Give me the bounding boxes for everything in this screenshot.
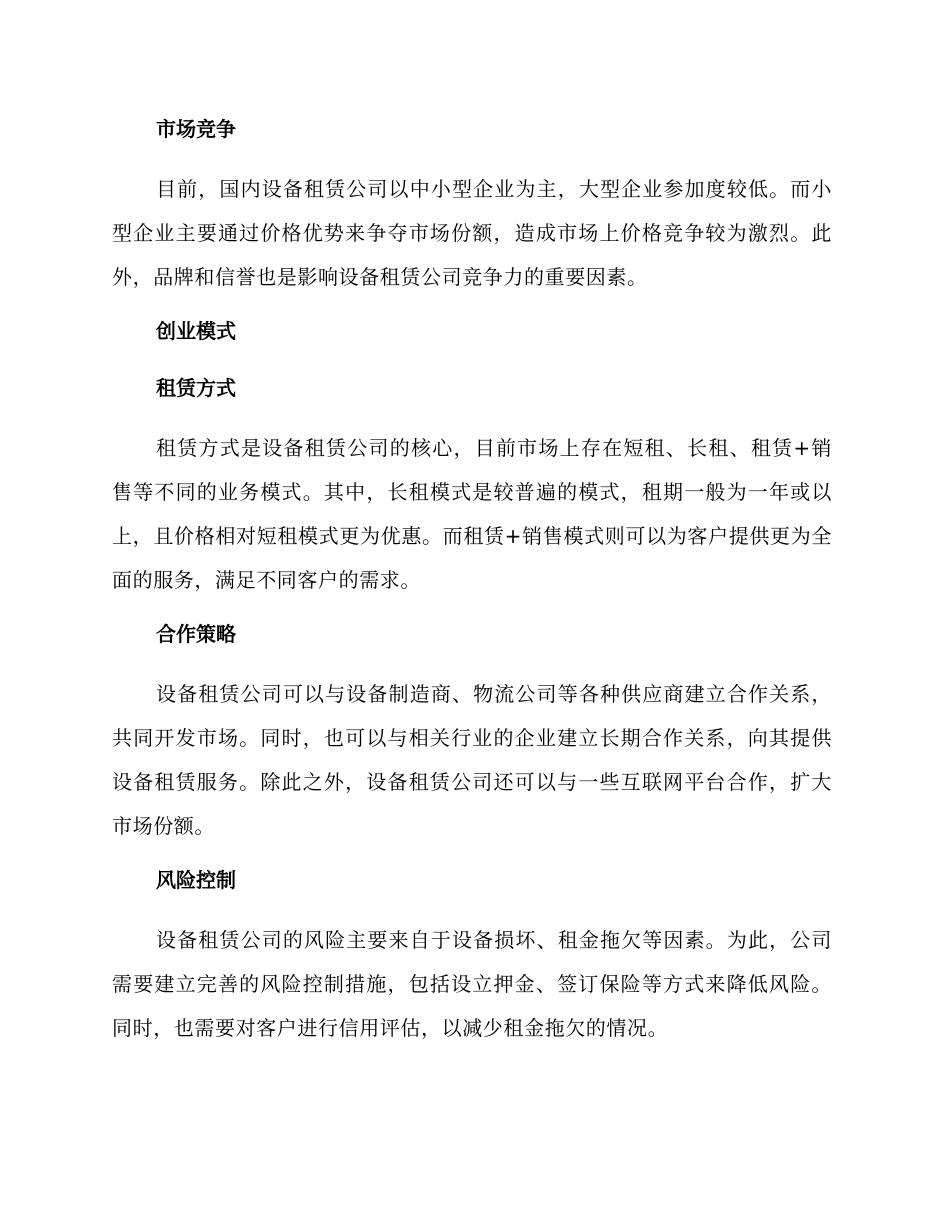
paragraph-cooperation-strategy: 设备租赁公司可以与设备制造商、物流公司等各种供应商建立合作关系，共同开发市场。同时，也可以与相关行业的企业建立长期合作关系，向其提供设备租赁服务。除此之外，设备租赁公司还可以与一些互联网平台合作，扩大市场份额。: [112, 682, 832, 838]
document-page: [112, 110, 832, 1050]
paragraph-leasing-method: 租赁方式是设备租赁公司的核心，目前市场上存在短租、长租、租赁+销售等不同的业务模式。其中，长租模式是较普遍的模式，租期一般为一年或以上，且价格相对短租模式更为优惠。而租赁+销售模式则可以为客户提供更为全面的服务，满足不同客户的需求。: [112, 436, 832, 592]
section-heading-leasing-method: 租赁方式: [156, 376, 236, 400]
section-heading-market-competition: 市场竞争: [156, 117, 236, 141]
paragraph-market-competition: 目前，国内设备租赁公司以中小型企业为主，大型企业参加度较低。而小型企业主要通过价格优势来争夺市场份额，造成市场上价格竞争较为激烈。此外，品牌和信誉也是影响设备租赁公司竞争力的重要因素。: [112, 177, 832, 289]
section-heading-cooperation-strategy: 合作策略: [156, 622, 236, 646]
section-heading-risk-control: 风险控制: [156, 868, 236, 892]
paragraph-risk-control: 设备租赁公司的风险主要来自于设备损坏、租金拖欠等因素。为此，公司需要建立完善的风险控制措施，包括设立押金、签订保险等方式来降低风险。同时，也需要对客户进行信用评估，以减少租金拖欠的情况。: [112, 928, 832, 1040]
section-heading-business-model: 创业模式: [156, 319, 236, 343]
